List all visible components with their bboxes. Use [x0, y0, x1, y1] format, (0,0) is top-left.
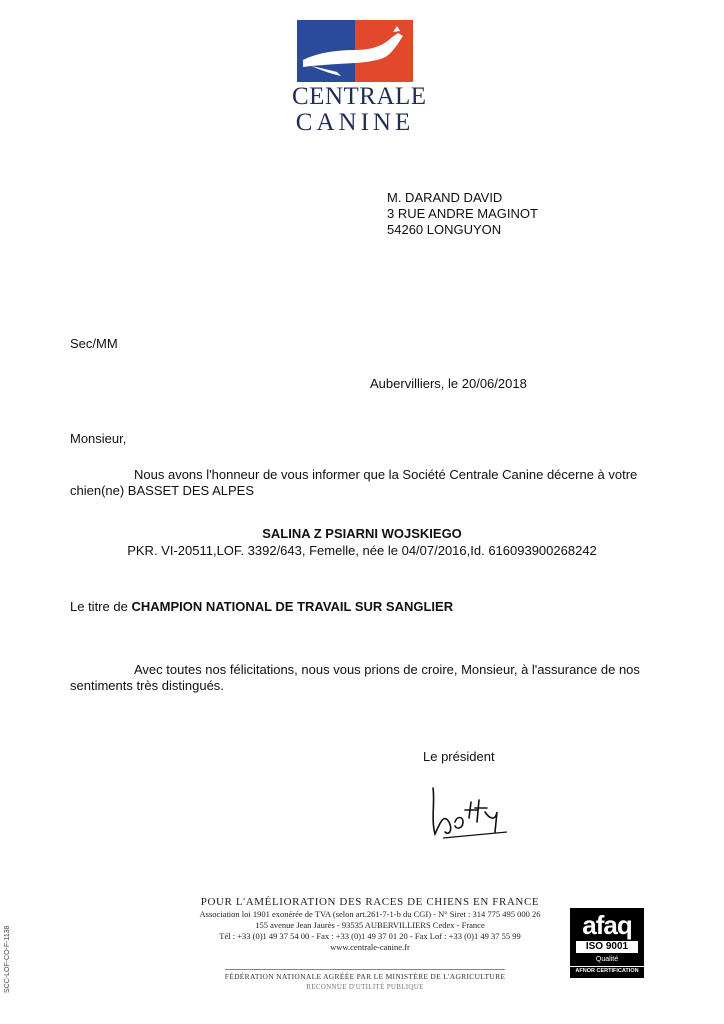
footer-legal: Association loi 1901 exonérée de TVA (selon art.261-7-1-b du CGI) - N° Siret : 314 775 495 000 26 — [199, 909, 541, 919]
footer-address: 155 avenue Jean Jaurès - 93535 AUBERVILLIERS Cedex - France — [255, 920, 485, 930]
recipient-street: 3 RUE ANDRE MAGINOT — [387, 206, 538, 221]
afaq-brand: afaq — [582, 910, 632, 940]
signatory-title: Le président — [423, 749, 495, 764]
centrale-canine-logo — [297, 20, 413, 82]
footer-phones: Tél : +33 (0)1 49 37 54 00 - Fax : +33 (0)1 49 37 01 20 - Fax Lof : +33 (0)1 49 37 55 99 — [219, 931, 521, 941]
document-code: SCC-LOF-CO-F-1138 — [4, 925, 11, 993]
paragraph-closing-text: Avec toutes nos félicitations, nous vous prions de croire, Monsieur, à l'assurance de nos sentiments très distingués. — [70, 662, 640, 693]
salutation: Monsieur, — [70, 431, 127, 446]
dog-name: SALINA Z PSIARNI WOJSKIEGO — [262, 526, 462, 541]
reference-code: Sec/MM — [70, 336, 118, 351]
paragraph-announcement-text: Nous avons l'honneur de vous informer que la Société Centrale Canine décerne à votre chien(ne) BASSET DES ALPES — [70, 467, 638, 498]
afaq-issuer: AFNOR CERTIFICATION — [570, 966, 644, 975]
award-title-line — [70, 599, 453, 614]
paragraph-closing — [70, 662, 666, 694]
signature-icon — [425, 782, 515, 844]
federation-line: FÉDÉRATION NATIONALE AGRÉÉE PAR LE MINISTÈRE DE L'AGRICULTURE — [224, 972, 506, 981]
recipient-address — [387, 190, 538, 238]
recipient-name: M. DARAND DAVID — [387, 190, 503, 205]
federation-subline: RECONNUE D'UTILITÉ PUBLIQUE — [306, 983, 424, 991]
dog-identification: PKR. VI-20511,LOF. 3392/643, Femelle, née le 04/07/2016,Id. 616093900268242 — [127, 543, 597, 558]
handwritten-signature — [425, 782, 515, 844]
award-title-prefix: Le titre de — [70, 599, 128, 614]
brand-line-2: CANINE — [295, 109, 415, 136]
paragraph-announcement — [70, 467, 660, 499]
running-dog-logo-icon — [297, 20, 413, 82]
afaq-certification-badge — [570, 908, 644, 978]
footer-website: www.centrale-canine.fr — [330, 942, 410, 952]
afaq-label: Qualité — [595, 956, 619, 963]
footer-contact — [160, 895, 580, 953]
brand-line-1: CENTRALE — [292, 83, 427, 110]
award-title: CHAMPION NATIONAL DE TRAVAIL SUR SANGLIER — [131, 599, 454, 614]
date-line: Aubervilliers, le 20/06/2018 — [370, 376, 527, 391]
afaq-standard: ISO 9001 — [576, 941, 638, 953]
recipient-city: 54260 LONGUYON — [387, 222, 502, 237]
brand-name — [292, 83, 427, 136]
footer-motto: POUR L'AMÉLIORATION DES RACES DE CHIENS EN FRANCE — [200, 896, 540, 908]
footer-divider — [225, 969, 505, 970]
federation-note — [200, 972, 530, 992]
